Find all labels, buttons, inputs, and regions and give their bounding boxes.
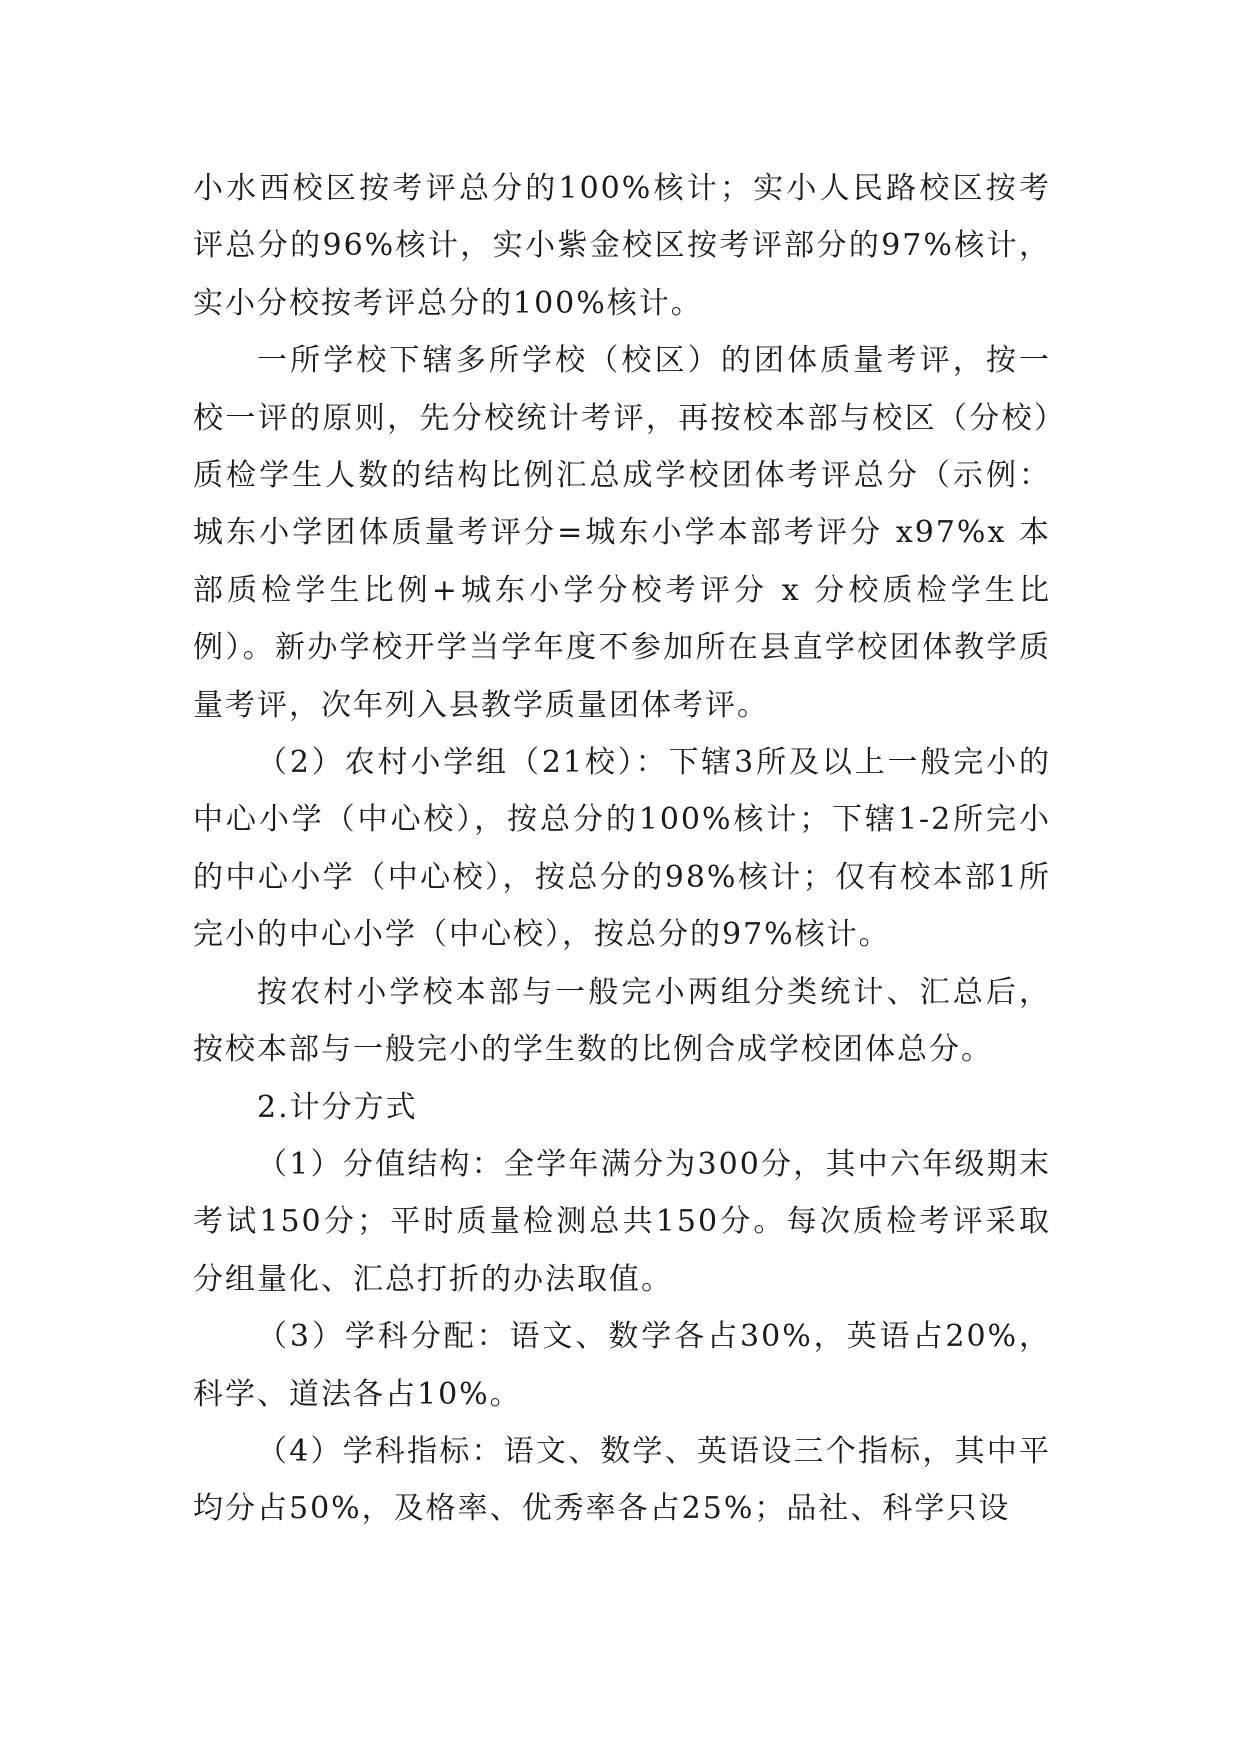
paragraph-rural-summary: 按农村小学校本部与一般完小两组分类统计、汇总后，按校本部与一般完小的学生数的比例合成学校团体总分。	[193, 974, 1051, 1068]
paragraph-multi-campus-rule: 一所学校下辖多所学校（校区）的团体质量考评，按一校一评的原则，先分校统计考评，再按校本部与校区（分校）质检学生人数的结构比例汇总成学校团体考评总分（示例：城东小学团体质量考评分=城东小学本部考评分 x97%x 本部质检学生比例+城东小学分校考评分 x 分校质检学生比例）。新办学校开学当学年度不参加所在县直学校团体教学质量考评，次年列入县教学质量团体考评。	[193, 343, 1051, 723]
paragraph-rural-primary-group: （2）农村小学组（21校）：下辖3所及以上一般完小的中心小学（中心校），按总分的100%核计；下辖1-2所完小的中心小学（中心校），按总分的98%核计；仅有校本部1所完小的中心小学（中心校），按总分的97%核计。	[193, 745, 1051, 953]
paragraph-campus-ratios: 小水西校区按考评总分的100%核计；实小人民路校区按考评总分的96%核计，实小紫金校区按考评部分的97%核计，实小分校按考评总分的100%核计。	[193, 171, 1051, 321]
section-heading-scoring-method: 2.计分方式	[257, 1089, 418, 1125]
document-body	[193, 160, 1051, 1538]
paragraph-score-structure: （1）分值结构：全学年满分为300分，其中六年级期末考试150分；平时质量检测总共150分。每次质检考评采取分组量化、汇总打折的办法取值。	[193, 1146, 1051, 1297]
paragraph-subject-allocation: （3）学科分配：语文、数学各占30%，英语占20%，科学、道法各占10%。	[193, 1319, 1051, 1412]
paragraph-subject-indicators: （4）学科指标：语文、数学、英语设三个指标，其中平均分占50%，及格率、优秀率各占25%；品社、科学只设	[193, 1433, 1051, 1527]
